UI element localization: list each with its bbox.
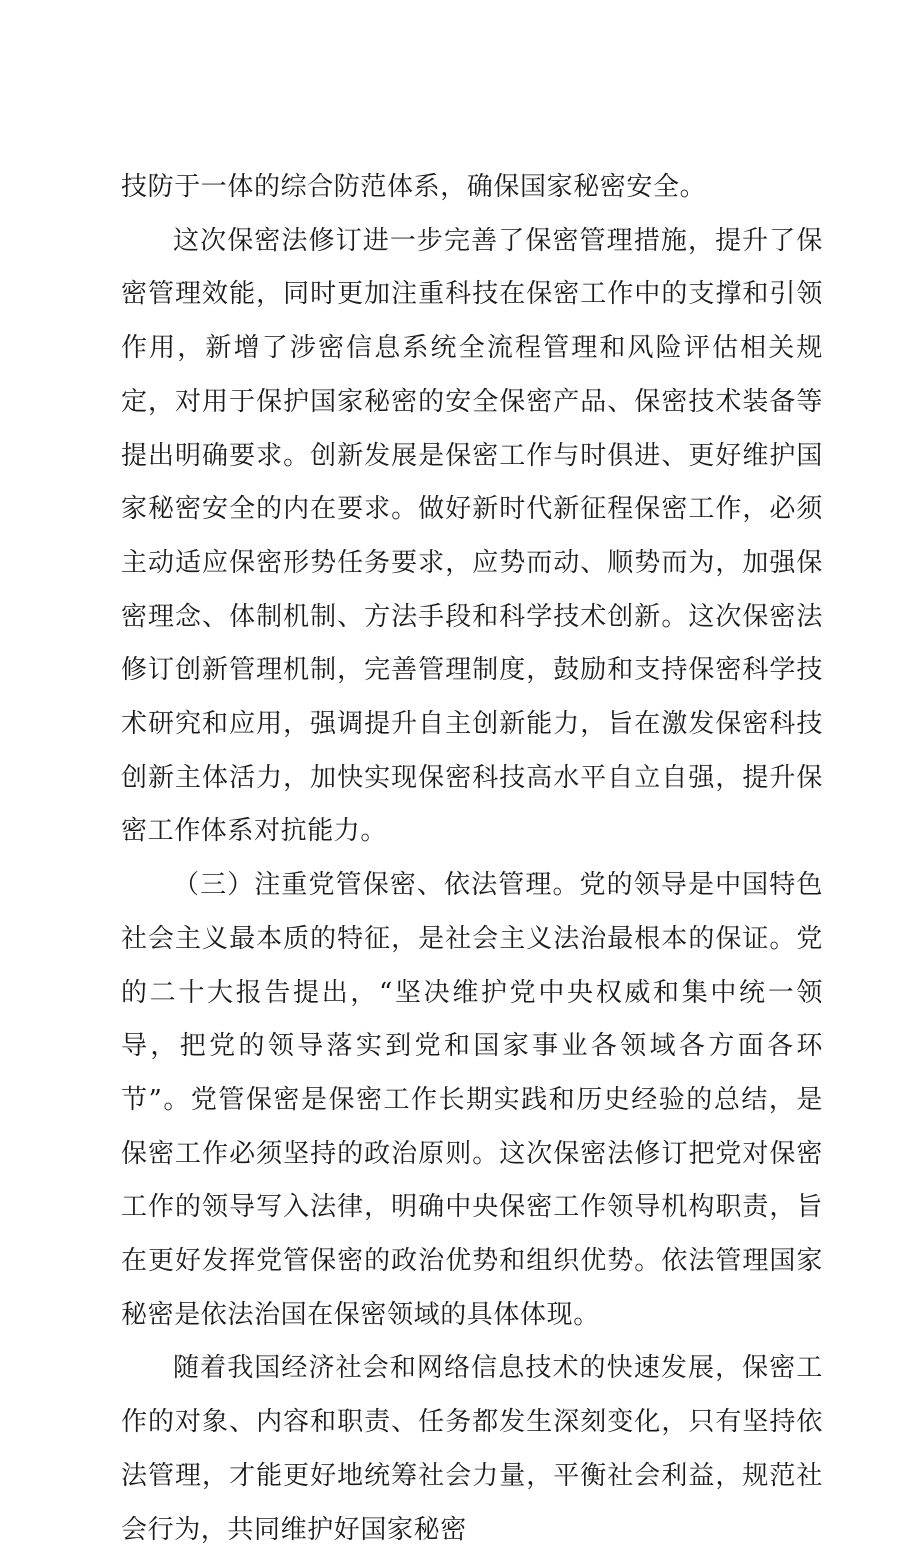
paragraph-continuation: 技防于一体的综合防范体系，确保国家秘密安全。: [121, 172, 707, 202]
document-body: [121, 161, 823, 1557]
paragraph-rule-of-law: 随着我国经济社会和网络信息技术的快速发展，保密工作的对象、内容和职责、任务都发生深刻变化，只有坚持依法管理，才能更好地统筹社会力量，平衡社会利益，规范社会行为，共同维护好国家秘密: [121, 1353, 823, 1545]
paragraph-tech-innovation: 这次保密法修订进一步完善了保密管理措施，提升了保密管理效能，同时更加注重科技在保密工作中的支撑和引领作用，新增了涉密信息系统全流程管理和风险评估相关规定，对用于保护国家秘密的安全保密产品、保密技术装备等提出明确要求。创新发展是保密工作与时俱进、更好维护国家秘密安全的内在要求。做好新时代新征程保密工作，必须主动适应保密形势任务要求，应势而动、顺势而为，加强保密理念、体制机制、方法手段和科学技术创新。这次保密法修订创新管理机制，完善管理制度，鼓励和支持保密科学技术研究和应用，强调提升自主创新能力，旨在激发保密科技创新主体活力，加快实现保密科技高水平自立自强，提升保密工作体系对抗能力。: [121, 225, 823, 847]
paragraph-section-three: （三）注重党管保密、依法管理。党的领导是中国特色社会主义最本质的特征，是社会主义法治最根本的保证。党的二十大报告提出，“坚决维护党中央权威和集中统一领导，把党的领导落实到党和国家事业各领域各方面各环节”。党管保密是保密工作长期实践和历史经验的总结，是保密工作必须坚持的政治原则。这次保密法修订把党对保密工作的领导写入法律，明确中央保密工作领导机构职责，旨在更好发挥党管保密的政治优势和组织优势。依法管理国家秘密是依法治国在保密领域的具体体现。: [121, 870, 823, 1330]
